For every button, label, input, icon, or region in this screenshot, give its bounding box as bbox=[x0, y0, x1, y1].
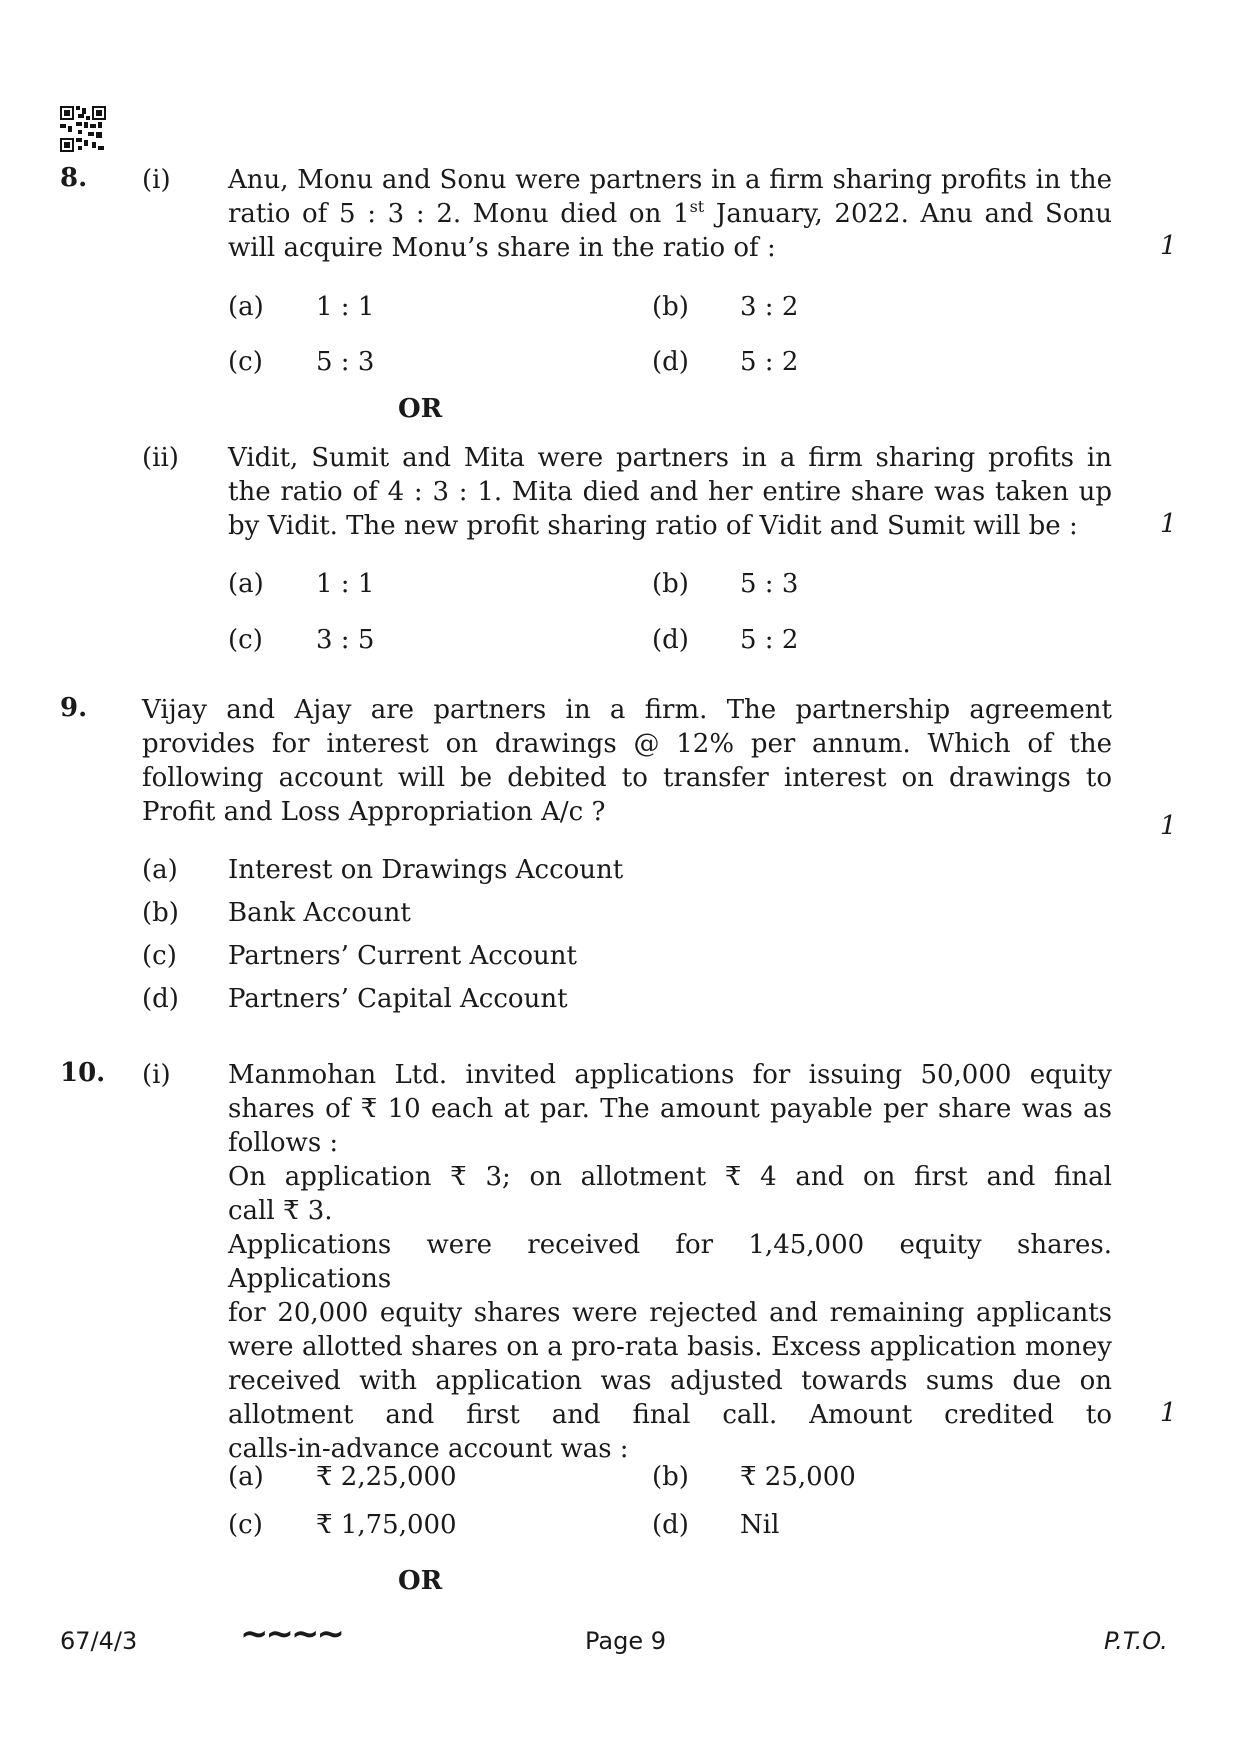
question-line: Vidit, Sumit and Mita were partners in a firm sharing profits in bbox=[228, 443, 1112, 473]
option-text: Partners’ Current Account bbox=[228, 941, 577, 971]
question-line: On application ₹ 3; on allotment ₹ 4 and on first and final bbox=[228, 1162, 1112, 1192]
question-line: Profit and Loss Appropriation A/c ? bbox=[142, 797, 606, 827]
option-text: ₹ 1,75,000 bbox=[316, 1510, 457, 1540]
or-separator: OR bbox=[398, 1566, 443, 1596]
question-line: received with application was adjusted towards sums due on bbox=[228, 1366, 1112, 1396]
paper-code: 67/4/3 bbox=[60, 1627, 138, 1655]
option-label: (c) bbox=[228, 347, 263, 377]
option-label: (a) bbox=[142, 855, 178, 885]
qr-code bbox=[60, 106, 106, 152]
option-text: ₹ 25,000 bbox=[740, 1462, 856, 1492]
option-text: Bank Account bbox=[228, 898, 411, 928]
question-line: Applications were received for 1,45,000 equity shares. Applications bbox=[228, 1230, 1112, 1294]
question-number: 10. bbox=[60, 1058, 106, 1088]
option-label: (a) bbox=[228, 292, 264, 322]
marks: 1 bbox=[1160, 231, 1177, 261]
question-line: following account will be debited to transfer interest on drawings to bbox=[142, 763, 1112, 793]
question-number: 9. bbox=[60, 693, 88, 723]
option-text: 1 : 1 bbox=[316, 569, 375, 599]
question-text bbox=[228, 441, 1112, 543]
option-text: 5 : 3 bbox=[316, 347, 375, 377]
question-line: follows : bbox=[228, 1128, 339, 1158]
question-line: by Vidit. The new profit sharing ratio of Vidit and Sumit will be : bbox=[228, 511, 1078, 541]
question-number: 8. bbox=[60, 163, 88, 193]
option-text: ₹ 2,25,000 bbox=[316, 1462, 457, 1492]
question-text bbox=[228, 163, 1112, 265]
marks: 1 bbox=[1160, 509, 1177, 539]
question-line: call ₹ 3. bbox=[228, 1196, 333, 1226]
option-text: Nil bbox=[740, 1510, 780, 1540]
option-label: (b) bbox=[142, 898, 179, 928]
option-label: (b) bbox=[652, 569, 689, 599]
option-text: 3 : 5 bbox=[316, 625, 375, 655]
part-label: (i) bbox=[142, 165, 171, 195]
option-text: 5 : 3 bbox=[740, 569, 799, 599]
marks: 1 bbox=[1160, 1398, 1177, 1428]
or-separator: OR bbox=[398, 394, 443, 424]
question-line: ratio of 5 : 3 : 2. Monu died on 1st January, 2022. Anu and Sonu bbox=[228, 197, 1113, 229]
marks: 1 bbox=[1160, 811, 1177, 841]
option-text: Interest on Drawings Account bbox=[228, 855, 624, 885]
question-text bbox=[142, 693, 1112, 829]
question-line: allotment and first and final call. Amount credited to bbox=[228, 1400, 1112, 1430]
question-line: will acquire Monu’s share in the ratio of : bbox=[228, 233, 776, 263]
question-line: the ratio of 4 : 3 : 1. Mita died and her entire share was taken up bbox=[228, 477, 1112, 507]
option-label: (b) bbox=[652, 292, 689, 322]
question-line: shares of ₹ 10 each at par. The amount payable per share was as bbox=[228, 1094, 1112, 1124]
question-line: Manmohan Ltd. invited applications for issuing 50,000 equity bbox=[228, 1060, 1112, 1090]
page-number: Page 9 bbox=[585, 1627, 666, 1655]
option-text: 5 : 2 bbox=[740, 347, 799, 377]
option-label: (c) bbox=[228, 625, 263, 655]
question-line: were allotted shares on a pro-rata basis. Excess application money bbox=[228, 1332, 1112, 1362]
option-text: 1 : 1 bbox=[316, 292, 375, 322]
wave-ornament: ∼∼∼∼ bbox=[240, 1614, 342, 1654]
option-label: (a) bbox=[228, 569, 264, 599]
question-line: Anu, Monu and Sonu were partners in a firm sharing profits in the bbox=[228, 165, 1112, 195]
question-text bbox=[228, 1058, 1112, 1466]
option-label: (d) bbox=[652, 347, 689, 377]
question-line: Vijay and Ajay are partners in a firm. The partnership agreement bbox=[142, 695, 1112, 725]
option-label: (d) bbox=[652, 625, 689, 655]
option-label: (b) bbox=[652, 1462, 689, 1492]
part-label: (ii) bbox=[142, 443, 179, 473]
option-label: (c) bbox=[228, 1510, 263, 1540]
option-label: (a) bbox=[228, 1462, 264, 1492]
option-text: 5 : 2 bbox=[740, 625, 799, 655]
option-label: (d) bbox=[652, 1510, 689, 1540]
question-line: calls-in-advance account was : bbox=[228, 1434, 629, 1464]
part-label: (i) bbox=[142, 1060, 171, 1090]
option-label: (c) bbox=[142, 941, 177, 971]
option-text: 3 : 2 bbox=[740, 292, 799, 322]
pto-label: P.T.O. bbox=[1104, 1627, 1168, 1655]
question-line: provides for interest on drawings @ 12% per annum. Which of the bbox=[142, 729, 1112, 759]
question-line: for 20,000 equity shares were rejected and remaining applicants bbox=[228, 1298, 1112, 1328]
option-text: Partners’ Capital Account bbox=[228, 984, 568, 1014]
option-label: (d) bbox=[142, 984, 179, 1014]
